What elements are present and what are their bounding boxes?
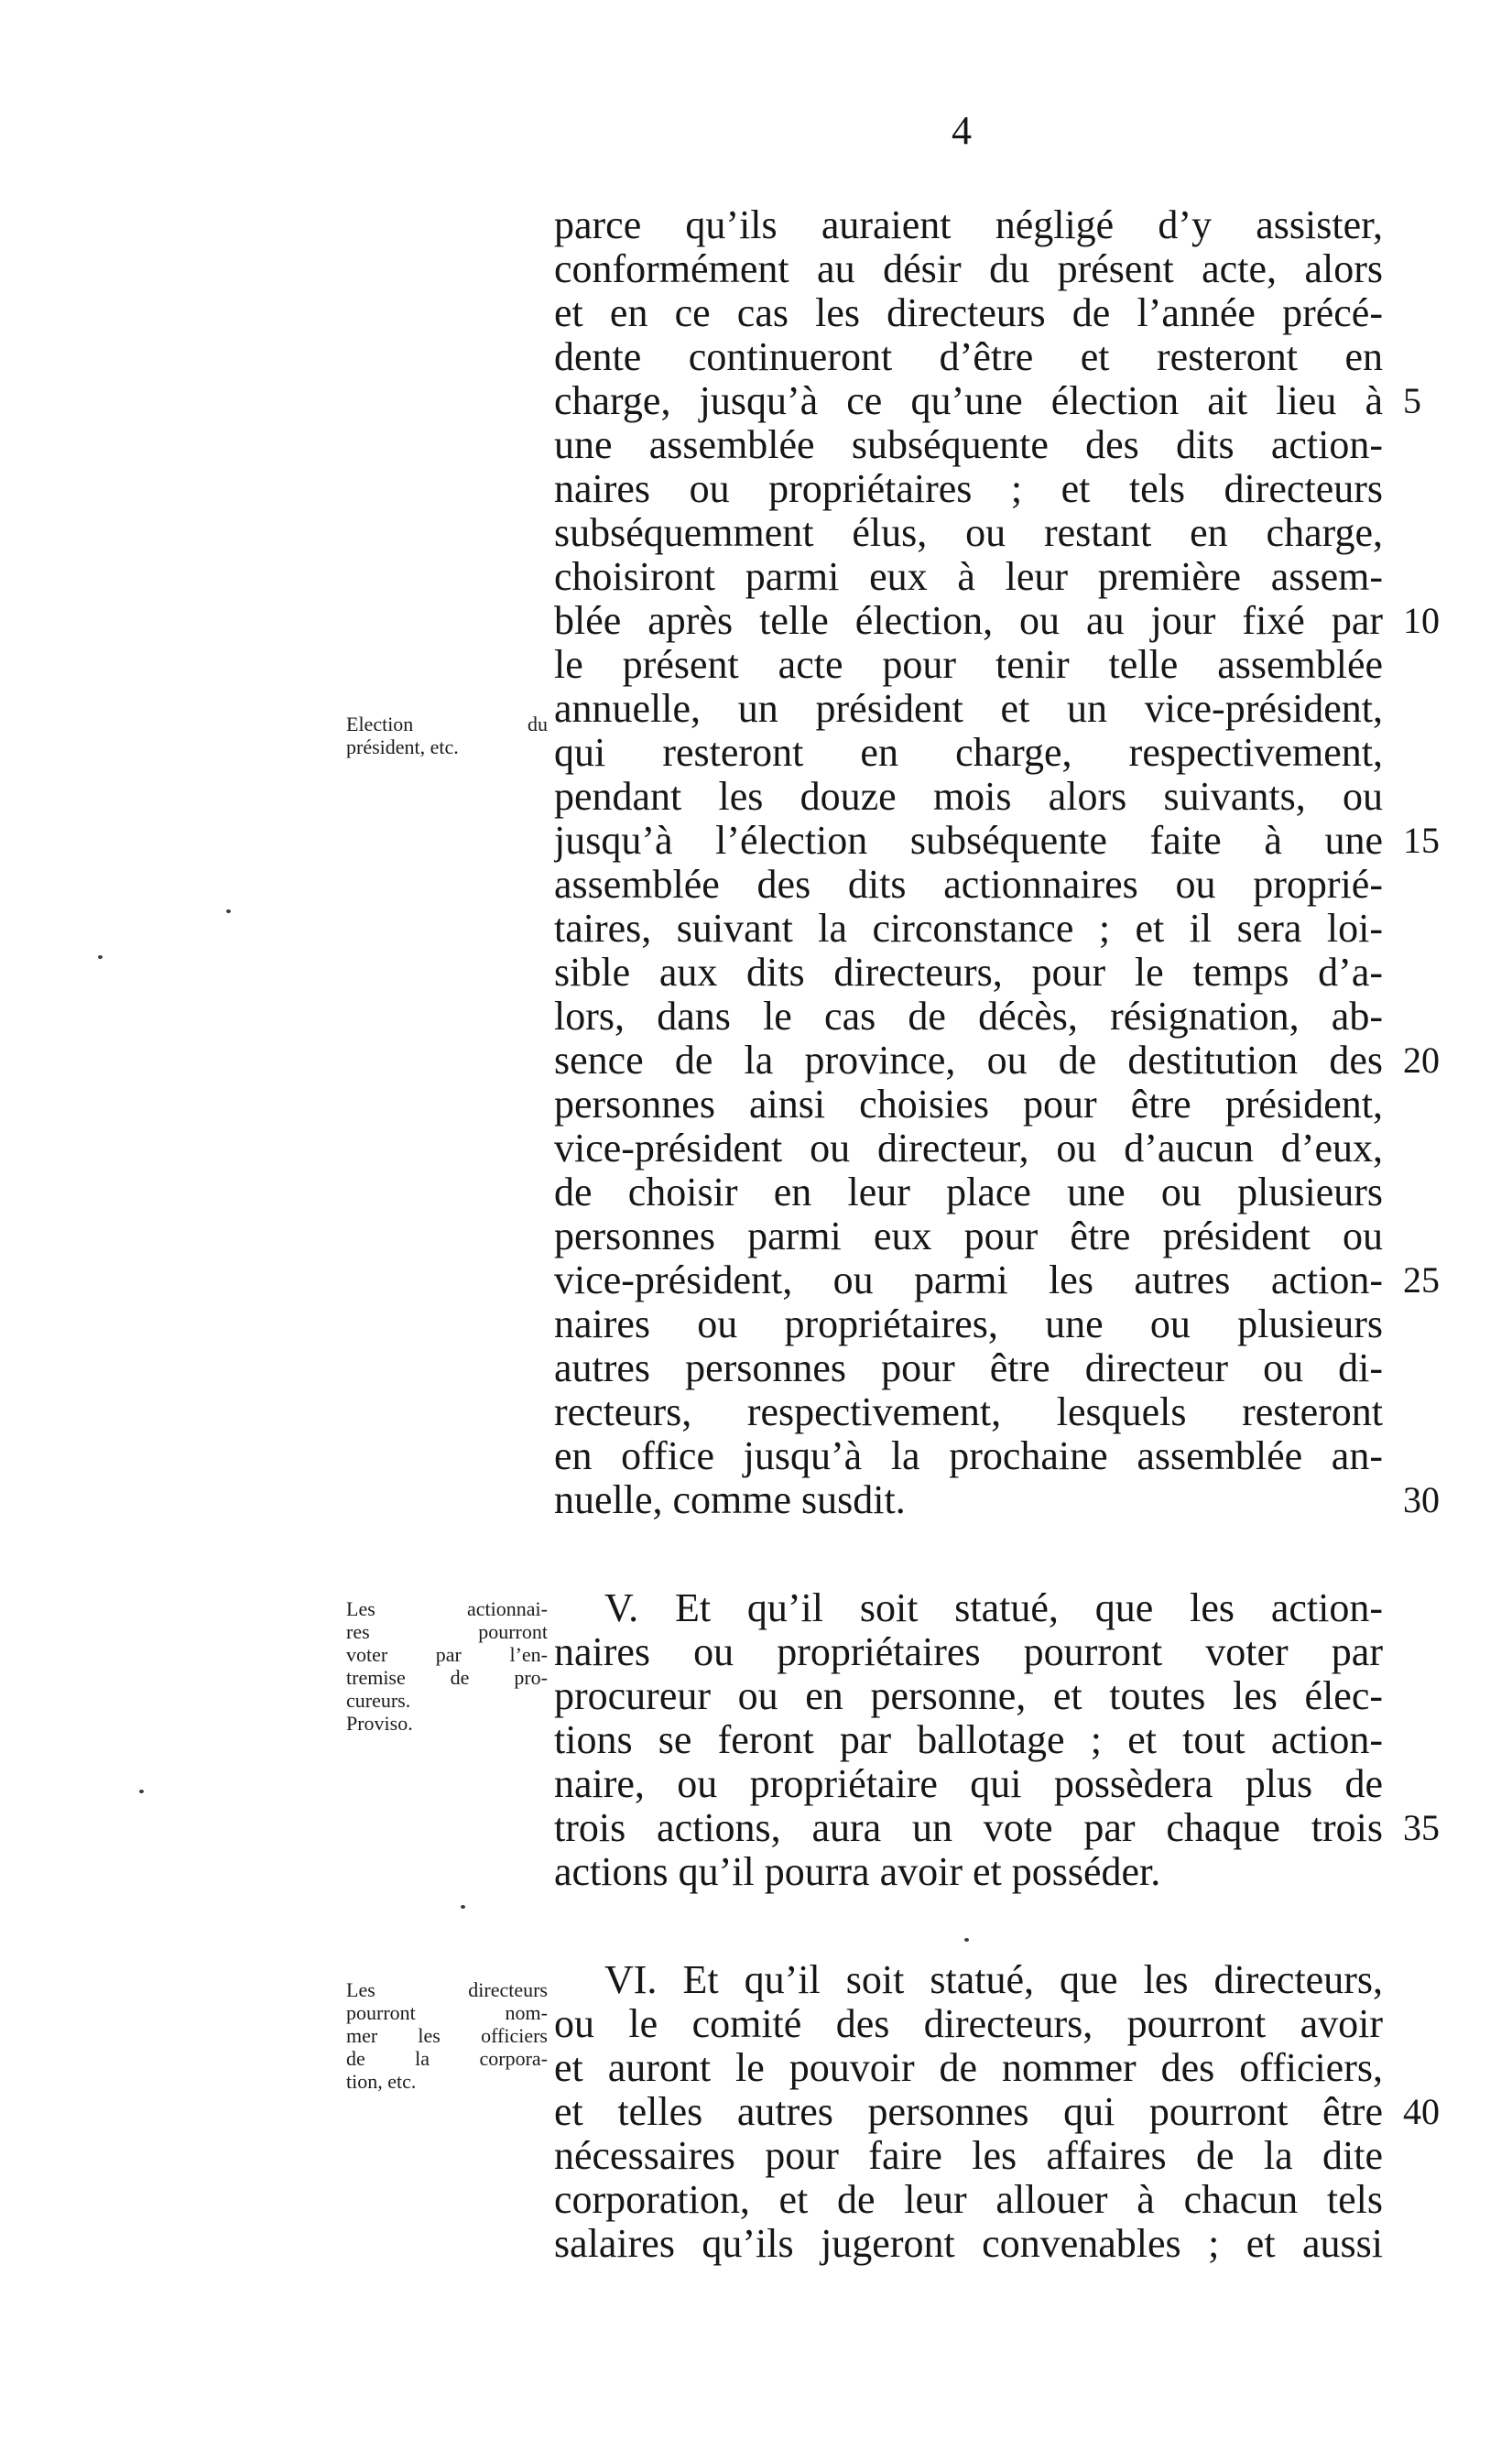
text-line: recteurs, respectivement, lesquels resteront — [554, 1390, 1383, 1434]
text-line: sible aux dits directeurs, pour le temps d’a- — [554, 951, 1383, 995]
line-number: 10 — [1403, 600, 1440, 641]
text-line: pendant les douze mois alors suivants, ou — [554, 775, 1383, 819]
text-line: vice-président ou directeur, ou d’aucun d’eux, — [554, 1127, 1383, 1171]
margin-note-line: res pourront — [346, 1620, 548, 1643]
text-line: lors, dans le cas de décès, résignation, ab- — [554, 995, 1383, 1039]
margin-note-line: Election du — [346, 713, 548, 735]
text-line: et en ce cas les directeurs de l’année précé- — [554, 291, 1383, 335]
text-line: nuelle, comme susdit. — [554, 1478, 906, 1522]
text-line: en office jusqu’à la prochaine assemblée an- — [554, 1434, 1383, 1478]
print-speck — [98, 955, 103, 959]
text-line: blée après telle élection, ou au jour fixé par — [554, 599, 1383, 643]
text-line: autres personnes pour être directeur ou di- — [554, 1346, 1383, 1390]
margin-note-line: mer les officiers — [346, 2024, 548, 2047]
print-speck — [226, 909, 231, 913]
section-heading-line: V. Et qu’il soit statué, que les action- — [604, 1586, 1383, 1630]
text-line: naires ou propriétaires pourront voter par — [554, 1630, 1383, 1674]
text-line: personnes ainsi choisies pour être président, — [554, 1083, 1383, 1127]
text-line: trois actions, aura un vote par chaque trois — [554, 1806, 1383, 1850]
text-line: ou le comité des directeurs, pourront avoir — [554, 2002, 1383, 2046]
text-line: salaires qu’ils jugeront convenables ; et aussi — [554, 2222, 1383, 2266]
text-line: une assemblée subséquente des dits action- — [554, 423, 1383, 467]
line-number: 35 — [1403, 1807, 1440, 1848]
margin-note-officers — [346, 1978, 548, 2093]
line-number: 40 — [1403, 2091, 1440, 2132]
margin-note-election — [346, 713, 548, 758]
text-line: assemblée des dits actionnaires ou proprié- — [554, 863, 1383, 907]
text-line: naires ou propriétaires, une ou plusieurs — [554, 1302, 1383, 1346]
section-heading-line: VI. Et qu’il soit statué, que les directeurs, — [604, 1958, 1383, 2002]
text-line: vice-président, ou parmi les autres action- — [554, 1258, 1383, 1302]
margin-note-line: de la corpora- — [346, 2047, 548, 2070]
margin-note-line: voter par l’en- — [346, 1643, 548, 1666]
text-line: tions se feront par ballotage ; et tout action- — [554, 1718, 1383, 1762]
text-line: corporation, et de leur allouer à chacun tels — [554, 2178, 1383, 2222]
line-number: 25 — [1403, 1259, 1440, 1301]
text-line: parce qu’ils auraient négligé d’y assister, — [554, 203, 1383, 247]
text-line: charge, jusqu’à ce qu’une élection ait lieu à — [554, 379, 1383, 423]
text-line: qui resteront en charge, respectivement, — [554, 731, 1383, 775]
margin-note-line: Les actionnai- — [346, 1597, 548, 1620]
text-line: nécessaires pour faire les affaires de la dite — [554, 2134, 1383, 2178]
text-line: conformément au désir du présent acte, alors — [554, 247, 1383, 291]
print-speck — [964, 1938, 969, 1942]
text-line: annuelle, un président et un vice-président, — [554, 687, 1383, 731]
margin-note-line: Proviso. — [346, 1712, 413, 1735]
line-number: 30 — [1403, 1479, 1440, 1520]
text-line: le présent acte pour tenir telle assemblée — [554, 643, 1383, 687]
text-line: jusqu’à l’élection subséquente faite à une — [554, 819, 1383, 863]
text-line: de choisir en leur place une ou plusieurs — [554, 1171, 1383, 1214]
text-line: taires, suivant la circonstance ; et il sera loi- — [554, 907, 1383, 951]
line-number: 20 — [1403, 1040, 1440, 1081]
text-line: choisiront parmi eux à leur première assem- — [554, 555, 1383, 599]
text-line: dente continueront d’être et resteront en — [554, 335, 1383, 379]
margin-note-line: pourront nom- — [346, 2001, 548, 2024]
text-line: naires ou propriétaires ; et tels directeurs — [554, 467, 1383, 511]
text-line: actions qu’il pourra avoir et posséder. — [554, 1850, 1161, 1894]
margin-note-proxy-voting — [346, 1597, 548, 1735]
margin-note-line: Les directeurs — [346, 1978, 548, 2001]
text-line: procureur ou en personne, et toutes les élec- — [554, 1674, 1383, 1718]
text-line: sence de la province, ou de destitution des — [554, 1039, 1383, 1083]
margin-note-line: tremise de pro- — [346, 1666, 548, 1689]
text-line: personnes parmi eux pour être président ou — [554, 1214, 1383, 1258]
text-line: subséquemment élus, ou restant en charge, — [554, 511, 1383, 555]
margin-note-line: tion, etc. — [346, 2070, 417, 2093]
margin-note-line: président, etc. — [346, 735, 459, 758]
print-speck — [461, 1905, 465, 1909]
line-number: 15 — [1403, 820, 1440, 861]
page-number: 4 — [952, 108, 972, 153]
margin-note-line: cureurs. — [346, 1689, 411, 1712]
print-speck — [139, 1790, 144, 1793]
text-line: et telles autres personnes qui pourront être — [554, 2090, 1383, 2134]
text-line: et auront le pouvoir de nommer des officiers, — [554, 2046, 1383, 2090]
line-number: 5 — [1403, 380, 1421, 421]
text-line: naire, ou propriétaire qui possèdera plus de — [554, 1762, 1383, 1806]
